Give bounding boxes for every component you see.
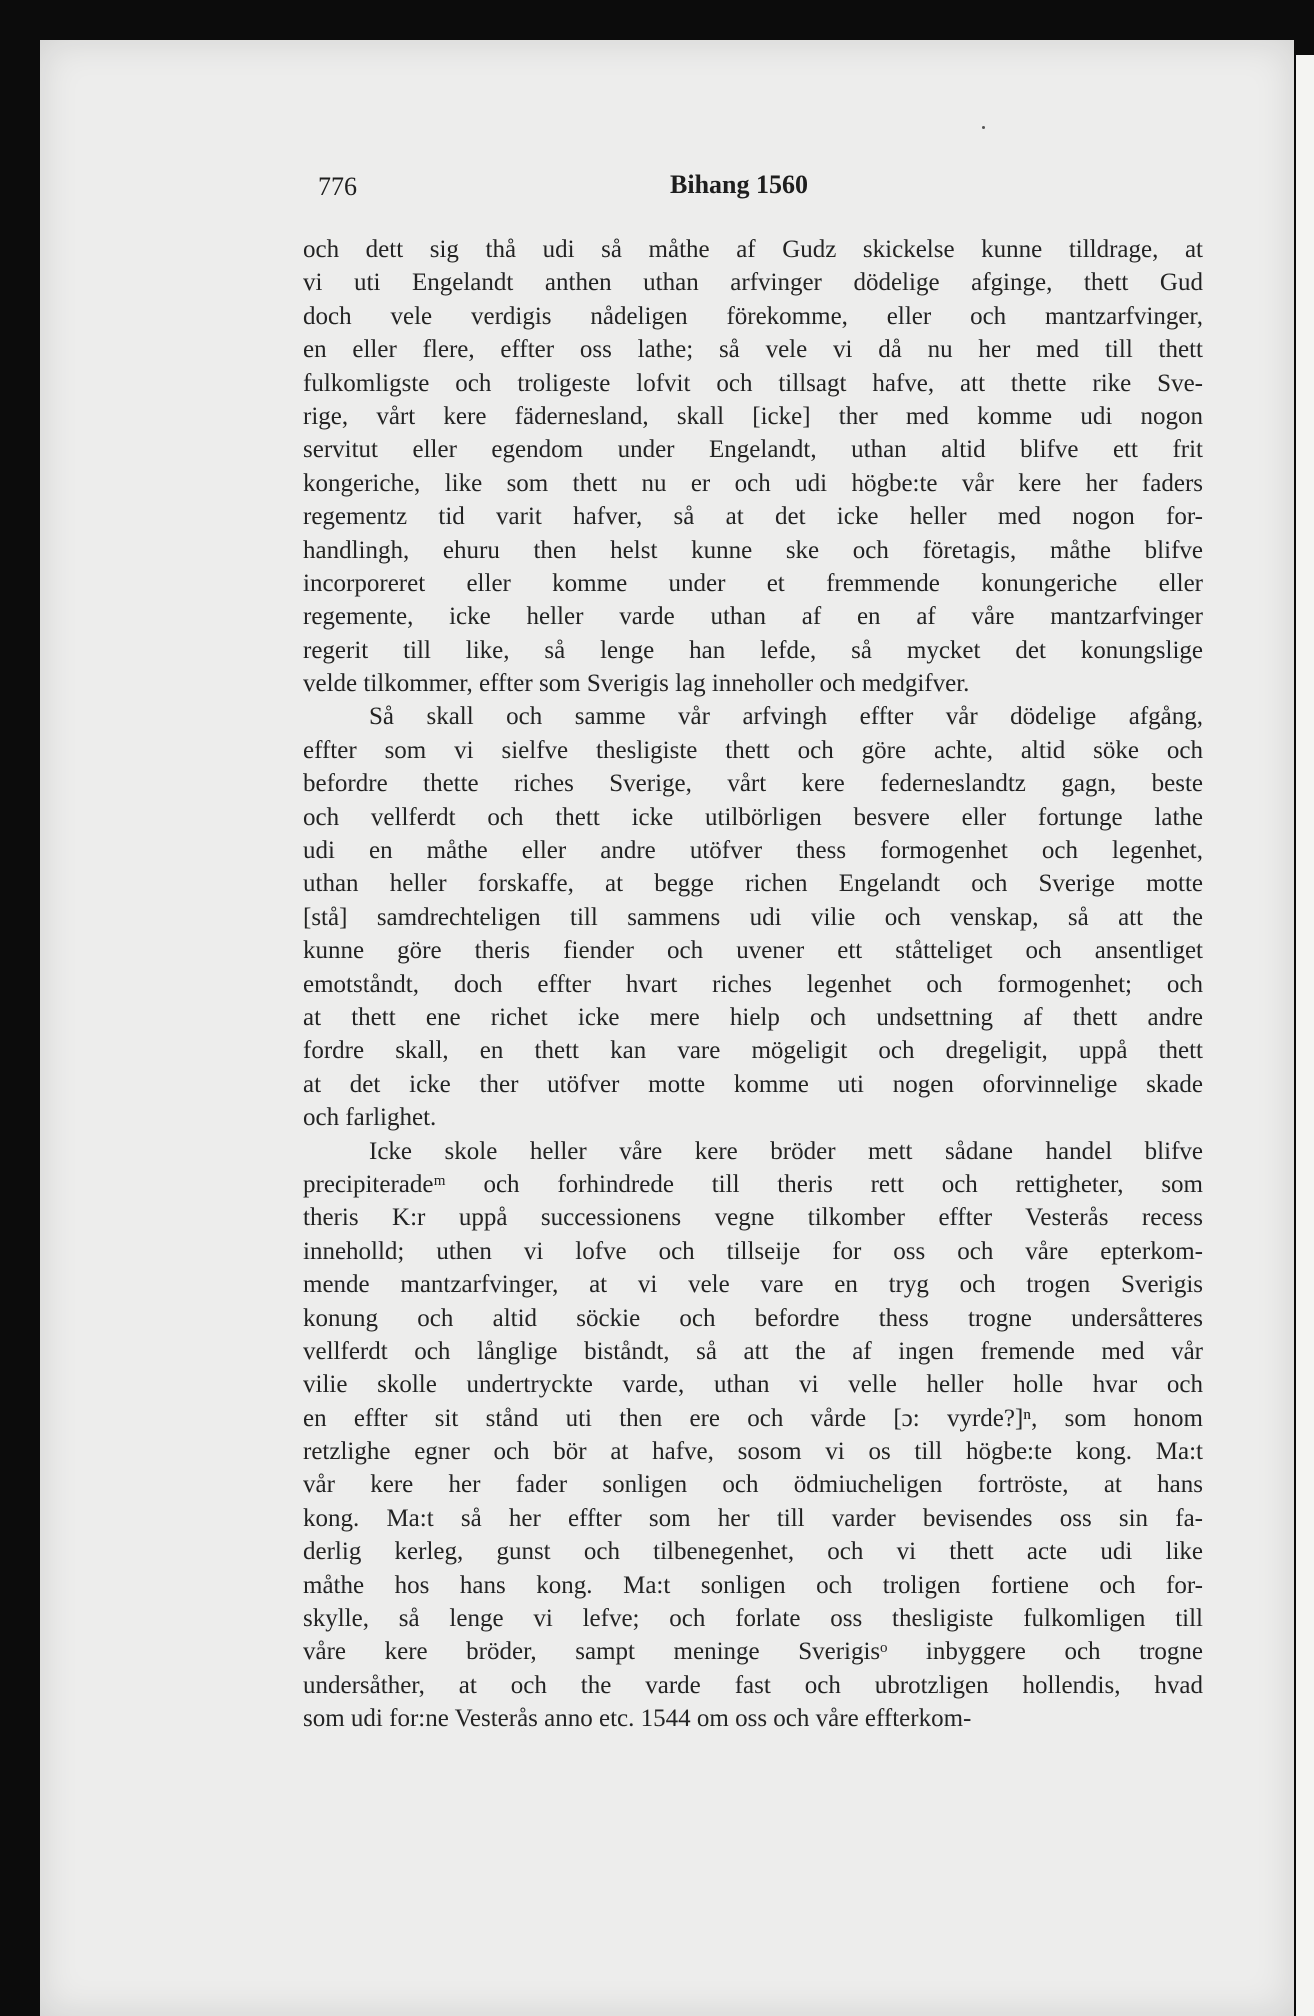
- text-line: incorporeret eller komme under et fremmende konungeriche eller: [303, 569, 1203, 597]
- next-page-edge: [1296, 55, 1314, 2016]
- paragraph: [303, 233, 1203, 700]
- text-line: vi uti Engelandt anthen uthan arfvinger dödelige afginge, thett Gud: [303, 269, 1203, 297]
- text-line: udi en måthe eller andre utöfver thess formogenhet och legenhet,: [303, 837, 1203, 865]
- text-line: regementz tid varit hafver, så at det icke heller med nogon for-: [303, 503, 1203, 531]
- text-line: kong. Ma:t så her effter som her till varder bevisendes oss sin fa-: [303, 1504, 1203, 1532]
- text-line: och farlighet.: [303, 1104, 437, 1132]
- text-line: effter som vi sielfve thesligiste thett och göre achte, altid söke och: [303, 736, 1203, 764]
- text-line: kongeriche, like som thett nu er och udi högbe:te vår kere her faders: [303, 469, 1203, 497]
- text-line: en eller flere, effter oss lathe; så vele vi då nu her med till thett: [303, 336, 1203, 364]
- text-line: inneholld; uthen vi lofve och tillseije for oss och våre epterkom-: [303, 1237, 1203, 1265]
- text-line: undersåther, at och the varde fast och ubrotzligen hollendis, hvad: [303, 1671, 1203, 1699]
- text-line: rige, vårt kere fädernesland, skall [icke] ther med komme udi nogon: [303, 402, 1203, 430]
- text-line: servitut eller egendom under Engelandt, uthan altid blifve ett frit: [303, 436, 1203, 464]
- text-line: precipiteradeᵐ och forhindrede till theris rett och rettigheter, som: [303, 1170, 1203, 1198]
- text-line: at det icke ther utöfver motte komme uti nogen oforvinnelige skade: [303, 1070, 1203, 1098]
- text-line: fordre skall, en thett kan vare mögeligit och dregeligit, uppå thett: [303, 1037, 1203, 1065]
- running-head: Bihang 1560: [670, 170, 808, 199]
- page-header: [318, 170, 1198, 210]
- text-line: måthe hos hans kong. Ma:t sonligen och troligen fortiene och for-: [303, 1571, 1203, 1599]
- body-text: [303, 233, 1203, 1736]
- text-line: theris K:r uppå successionens vegne tilkomber effter Vesterås recess: [303, 1204, 1203, 1232]
- text-line: Icke skole heller våre kere bröder mett sådane handel blifve: [369, 1137, 1203, 1165]
- text-line: mende mantzarfvinger, at vi vele vare en tryg och trogen Sverigis: [303, 1271, 1203, 1299]
- paragraph: [303, 700, 1203, 1134]
- text-line: handlingh, ehuru then helst kunne ske och företagis, måthe blifve: [303, 536, 1203, 564]
- dust-speck: [982, 126, 985, 129]
- text-line: at thett ene richet icke mere hielp och undsettning af thett andre: [303, 1003, 1203, 1031]
- text-line: våre kere bröder, sampt meninge Sverigisᵒ inbyggere och trogne: [303, 1638, 1203, 1666]
- text-line: regerit till like, så lenge han lefde, så mycket det konungslige: [303, 636, 1203, 664]
- text-line: regemente, icke heller varde uthan af en af våre mantzarfvinger: [303, 603, 1203, 631]
- text-line: Så skall och samme vår arfvingh effter vår dödelige afgång,: [369, 703, 1203, 731]
- text-line: vellferdt och långlige biståndt, så att the af ingen fremende med vår: [303, 1337, 1203, 1365]
- text-line: fulkomligste och troligeste lofvit och tillsagt hafve, att thette rike Sve-: [303, 369, 1203, 397]
- text-line: emotståndt, doch effter hvart riches legenhet och formogenhet; och: [303, 970, 1203, 998]
- page-number: 776: [318, 172, 357, 201]
- text-line: kunne göre theris fiender och uvener ett ståtteliget och ansentliget: [303, 937, 1203, 965]
- text-line: derlig kerleg, gunst och tilbenegenhet, och vi thett acte udi like: [303, 1538, 1203, 1566]
- text-line: vilie skolle undertryckte varde, uthan vi velle heller holle hvar och: [303, 1371, 1203, 1399]
- text-line: som udi for:ne Vesterås anno etc. 1544 om oss och våre effterkom-: [303, 1705, 972, 1733]
- text-line: velde tilkommer, effter som Sverigis lag inneholler och medgifver.: [303, 670, 970, 698]
- text-line: doch vele verdigis nådeligen förekomme, eller och mantzarfvinger,: [303, 302, 1203, 330]
- text-line: en effter sit stånd uti then ere och vårde [ɔ: vyrde?]ⁿ, som honom: [303, 1404, 1203, 1432]
- text-line: vår kere her fader sonligen och ödmiucheligen fortröste, at hans: [303, 1471, 1203, 1499]
- text-line: och dett sig thå udi så måthe af Gudz skickelse kunne tilldrage, at: [303, 236, 1203, 263]
- text-line: och vellferdt och thett icke utilbörligen besvere eller fortunge lathe: [303, 803, 1203, 831]
- text-line: befordre thette riches Sverige, vårt kere federneslandtz gagn, beste: [303, 770, 1203, 798]
- text-line: uthan heller forskaffe, at begge richen Engelandt och Sverige motte: [303, 870, 1203, 898]
- paragraph: [303, 1135, 1203, 1736]
- text-line: [stå] samdrechteligen till sammens udi vilie och venskap, så att the: [303, 903, 1203, 931]
- text-line: retzlighe egner och bör at hafve, sosom vi os till högbe:te kong. Ma:t: [303, 1438, 1203, 1466]
- text-line: konung och altid söckie och befordre thess trogne undersåtteres: [303, 1304, 1203, 1332]
- text-line: skylle, så lenge vi lefve; och forlate oss thesligiste fulkomligen till: [303, 1605, 1203, 1633]
